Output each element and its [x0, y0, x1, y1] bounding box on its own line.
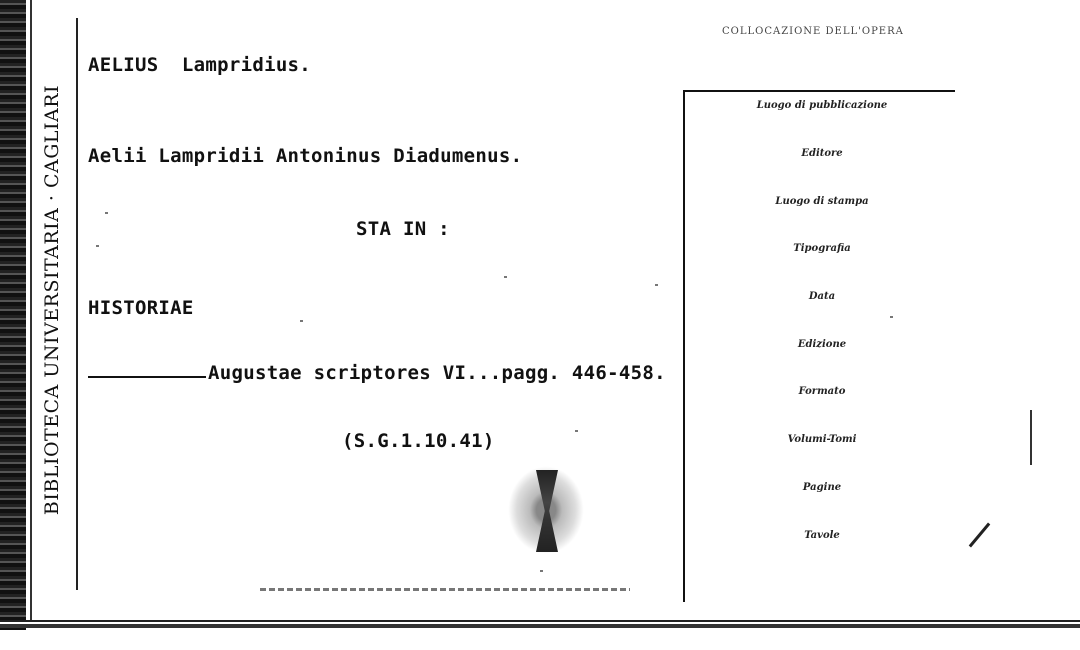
location-header: COLLOCAZIONE DELL'OPERA	[722, 26, 904, 37]
scan-speck	[504, 276, 507, 278]
library-banner	[32, 0, 72, 600]
field-format: Formato	[798, 386, 846, 397]
scan-scribble	[260, 588, 630, 591]
scan-speck	[655, 284, 658, 286]
field-printer: Tipografia	[793, 243, 851, 254]
scan-speck	[96, 245, 99, 247]
scan-speck	[105, 212, 108, 214]
field-volumes: Volumi-Tomi	[787, 434, 857, 445]
scan-speck	[890, 316, 893, 318]
series-line: HISTORIAE	[88, 297, 194, 319]
scan-speck	[540, 570, 543, 572]
shelfmark: (S.G.1.10.41)	[342, 430, 495, 452]
library-name: BIBLIOTECA UNIVERSITARIA · CAGLIARI	[41, 84, 63, 516]
card-left-border	[0, 0, 26, 630]
author-line: AELIUS Lampridius.	[88, 54, 312, 76]
field-date: Data	[808, 291, 836, 302]
field-pages: Pagine	[802, 482, 842, 493]
series-dash	[88, 376, 206, 378]
sta-in-label: STA IN :	[356, 218, 450, 240]
pencil-tick	[969, 523, 991, 548]
scan-speck	[575, 430, 578, 432]
scan-speck	[300, 320, 303, 322]
field-edition: Edizione	[797, 339, 847, 350]
series-continuation: Augustae scriptores VI...pagg. 446-458.	[208, 362, 666, 384]
field-publisher: Editore	[801, 148, 843, 159]
pencil-mark	[1030, 410, 1032, 465]
field-place-publication: Luogo di pubblicazione	[756, 100, 888, 111]
card-bottom-rule	[0, 620, 1080, 628]
field-plates: Tavole	[804, 530, 840, 541]
banner-divider	[76, 18, 78, 590]
title-line: Aelii Lampridii Antoninus Diadumenus.	[88, 145, 523, 167]
field-place-print: Luogo di stampa	[775, 196, 869, 207]
